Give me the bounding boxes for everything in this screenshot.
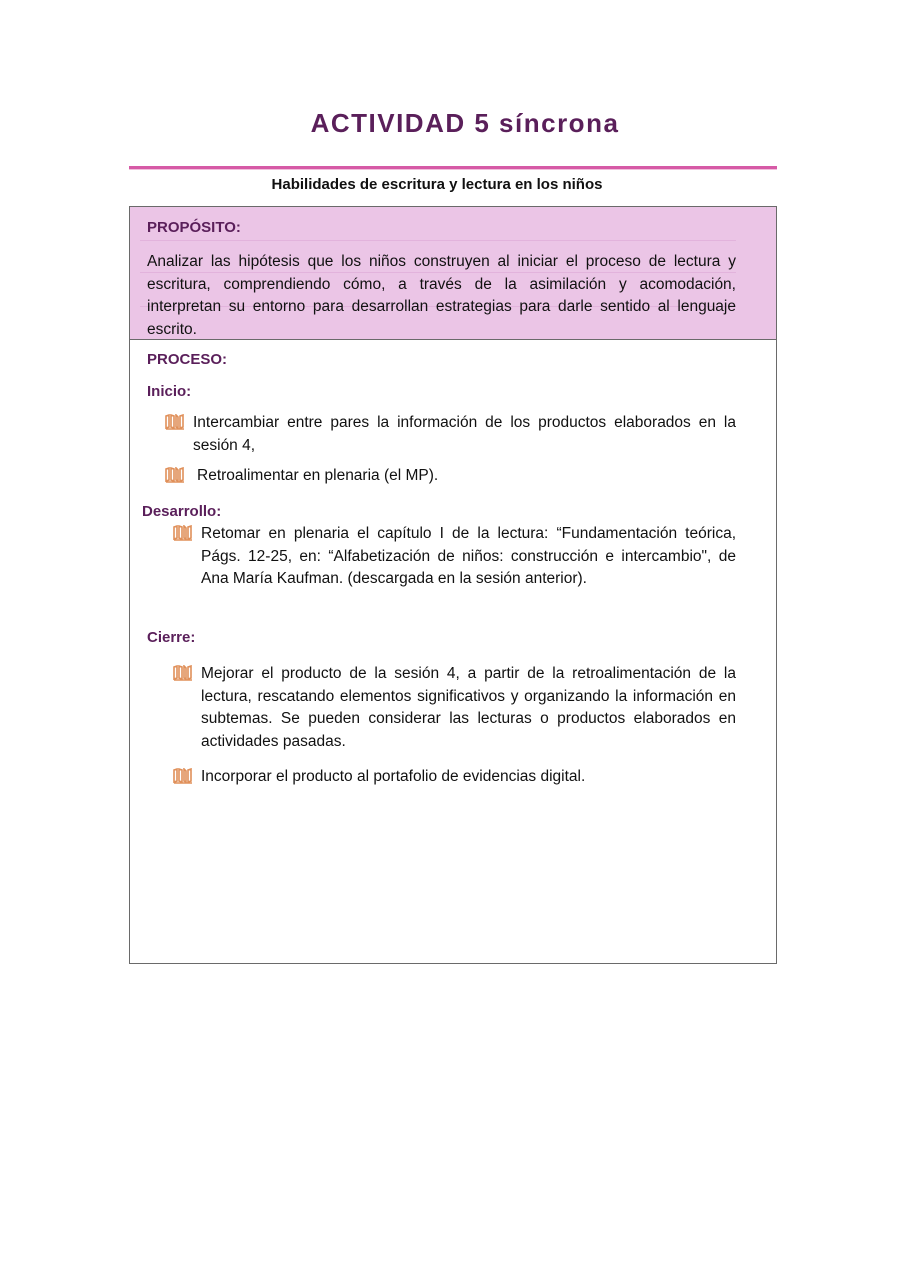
inicio-heading: Inicio: — [147, 383, 192, 400]
purpose-row-divider — [140, 240, 736, 241]
inicio-item-1: Intercambiar entre pares la información de los productos elaborados en la sesión 4, — [193, 414, 736, 454]
cierre-item-2: Incorporar el producto al portafolio de evidencias digital. — [201, 768, 586, 785]
purpose-section — [130, 207, 776, 340]
book-bullet-icon — [165, 414, 187, 430]
desarrollo-item-1: Retomar en plenaria el capítulo I de la lectura: “Fundamentación teórica, Págs. 12-25, en: “Alfabetización de niños: construcción e intercambio", de Ana María Kaufman. (descargada en la sesión anterior). — [201, 525, 736, 587]
activity-table — [129, 206, 777, 964]
document-title: ACTIVIDAD 5 síncrona — [310, 108, 620, 138]
book-bullet-icon — [165, 467, 187, 483]
book-bullet-icon — [173, 525, 195, 541]
title-divider — [129, 166, 777, 170]
document-subtitle: Habilidades de escritura y lectura en los niños — [271, 176, 603, 193]
cierre-item-1: Mejorar el producto de la sesión 4, a partir de la retroalimentación de la lectura, rescatando elementos significativos y organizando la información en subtemas. Se pueden considerar las lecturas o productos elaborados en actividades pasadas. — [201, 665, 736, 750]
inicio-item-2: Retroalimentar en plenaria (el MP). — [197, 467, 439, 484]
purpose-text: Analizar las hipótesis que los niños construyen al iniciar el proceso de lectura y escritura, comprendiendo cómo, a través de la asimilación y acomodación, interpretan su entorno para desarrollan estrategias para darle sentido al lenguaje escrito. — [147, 253, 736, 338]
book-bullet-icon — [173, 665, 195, 681]
cierre-heading: Cierre: — [147, 629, 196, 646]
process-heading: PROCESO: — [147, 351, 228, 368]
desarrollo-heading: Desarrollo: — [142, 503, 222, 520]
purpose-heading: PROPÓSITO: — [147, 219, 241, 236]
book-bullet-icon — [173, 768, 195, 784]
